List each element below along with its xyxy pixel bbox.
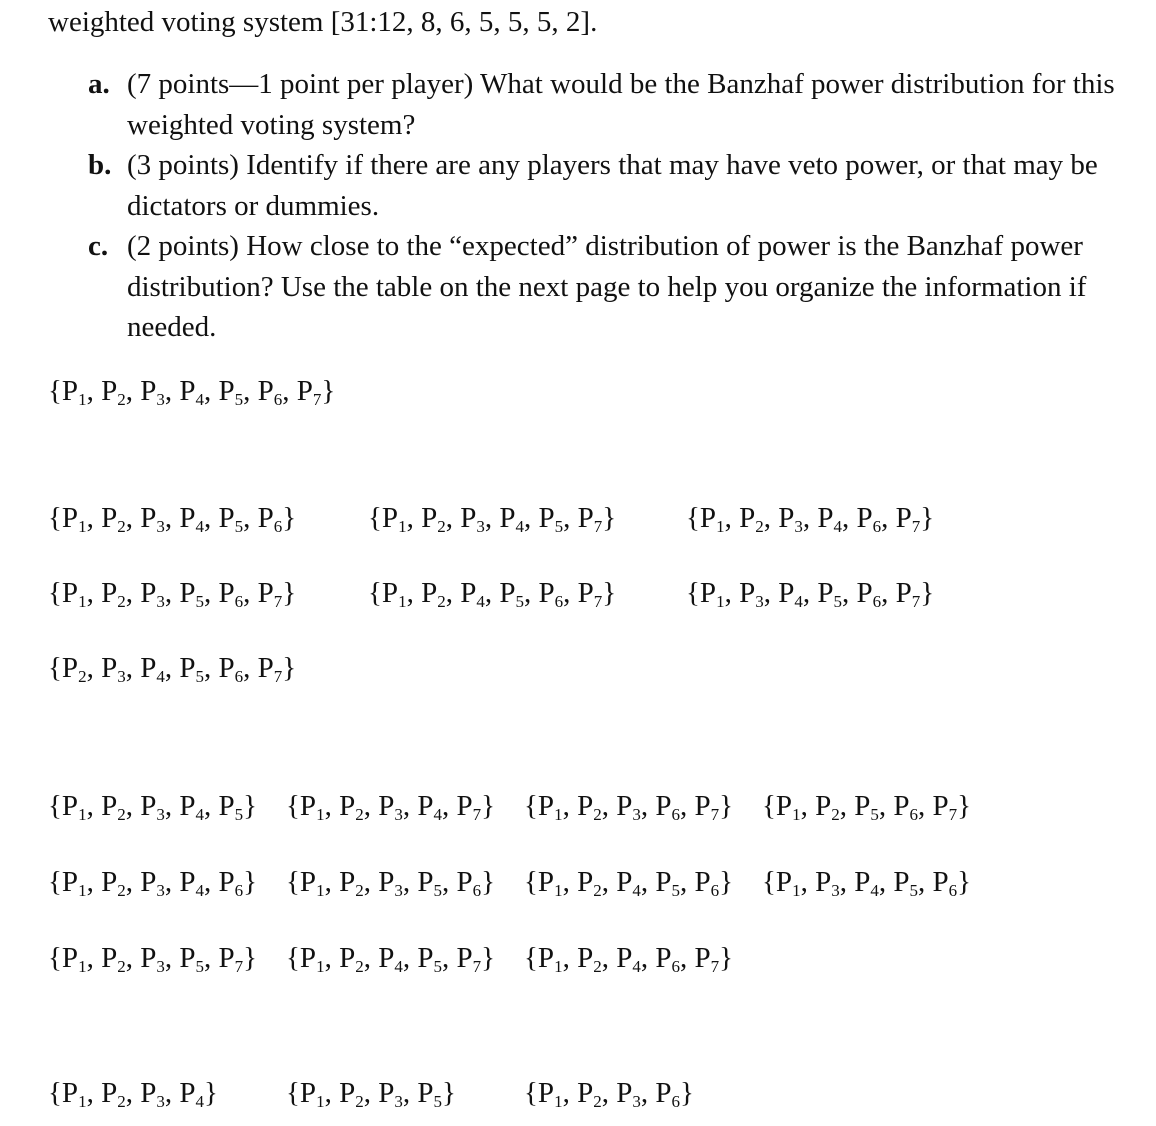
coalition-set: {$P_1$, $P_2$, $P_5$, $P_6$, $P_7$} [762, 790, 972, 824]
player-symbol: $P_6$ [218, 652, 244, 686]
player-index: 5 [433, 1092, 442, 1111]
player-symbol: $P_4$ [817, 502, 842, 536]
player-index: 1 [398, 592, 407, 611]
player-symbol: $P_2$ [815, 790, 840, 824]
player-symbol: $P_1$ [61, 375, 87, 409]
question-a-label: a. [88, 68, 110, 100]
player-symbol: $P_6$ [856, 502, 882, 536]
player-index: 4 [476, 592, 485, 611]
intro-line: weighted voting system [31:12, 8, 6, 5, 5, 5, 2]. [48, 6, 598, 38]
player-index: 2 [593, 1092, 602, 1111]
player-index: 7 [312, 390, 322, 409]
player-index: 1 [78, 390, 87, 409]
player-symbol: $P_5$ [179, 942, 204, 976]
player-symbol: $P_5$ [218, 502, 244, 536]
player-symbol: $P_5$ [893, 866, 918, 900]
question-c [88, 226, 1128, 348]
player-symbol: $P_5$ [179, 577, 204, 611]
coalition-set: {$P_1$, $P_2$, $P_3$, $P_4$} [48, 1077, 218, 1111]
player-symbol: $P_3$ [378, 1077, 403, 1111]
player-symbol: $P_5$ [417, 1077, 442, 1111]
player-index: 5 [833, 592, 842, 611]
player-symbol: $P_1$ [299, 942, 325, 976]
player-symbol: $P_4$ [854, 866, 879, 900]
player-index: 2 [355, 805, 364, 824]
player-symbol: $P_2$ [101, 375, 126, 409]
player-index: 2 [593, 957, 602, 976]
coalition-set: {$P_1$, $P_2$, $P_3$, $P_5$} [286, 1077, 456, 1111]
player-index: 3 [156, 390, 165, 409]
player-index: 6 [554, 592, 564, 611]
player-symbol: $P_3$ [739, 577, 764, 611]
player-symbol: $P_5$ [417, 942, 442, 976]
player-symbol: $P_5$ [655, 866, 680, 900]
player-index: 1 [554, 881, 563, 900]
player-symbol: $P_1$ [381, 502, 407, 536]
coalition-set: {$P_1$, $P_3$, $P_4$, $P_5$, $P_6$} [762, 866, 972, 900]
player-symbol: $P_3$ [140, 375, 165, 409]
player-index: 6 [234, 667, 244, 686]
coalition-set: {$P_1$, $P_2$, $P_3$, $P_6$} [524, 1077, 694, 1111]
coalition-set: {$P_1$, $P_2$, $P_3$, $P_4$, $P_6$} [48, 866, 258, 900]
player-index: 5 [554, 517, 564, 536]
player-index: 2 [355, 881, 364, 900]
player-symbol: $P_5$ [179, 652, 204, 686]
player-index: 3 [117, 667, 126, 686]
player-index: 2 [117, 592, 126, 611]
player-index: 1 [78, 805, 87, 824]
player-index: 6 [948, 881, 958, 900]
player-index: 1 [716, 517, 725, 536]
player-index: 3 [156, 592, 165, 611]
coalition-set: {$P_1$, $P_3$, $P_4$, $P_5$, $P_6$, $P_7$} [686, 577, 935, 611]
player-index: 2 [117, 517, 126, 536]
player-index: 5 [234, 390, 244, 409]
player-symbol: $P_4$ [140, 652, 165, 686]
coalition-set: {$P_1$, $P_2$, $P_4$, $P_5$, $P_6$} [524, 866, 734, 900]
player-index: 6 [909, 805, 918, 824]
player-index: 1 [316, 881, 325, 900]
question-b-text: (3 points) Identify if there are any players that may have veto power, or that may be dictators or dummies. [127, 149, 1098, 222]
player-symbol: $P_1$ [61, 866, 87, 900]
player-index: 2 [117, 390, 126, 409]
player-index: 4 [833, 517, 842, 536]
question-b-label: b. [88, 149, 112, 181]
player-symbol: $P_2$ [577, 1077, 602, 1111]
player-index: 5 [433, 957, 442, 976]
player-index: 1 [316, 1092, 325, 1111]
player-index: 5 [433, 881, 442, 900]
player-symbol: $P_7$ [895, 577, 921, 611]
player-index: 7 [273, 592, 283, 611]
player-symbol: $P_3$ [140, 502, 165, 536]
player-index: 6 [671, 957, 680, 976]
player-symbol: $P_7$ [456, 942, 482, 976]
player-index: 4 [195, 881, 204, 900]
player-symbol: $P_1$ [381, 577, 407, 611]
player-symbol: $P_7$ [577, 577, 603, 611]
player-symbol: $P_6$ [655, 1077, 680, 1111]
player-index: 4 [156, 667, 165, 686]
player-symbol: $P_2$ [421, 502, 446, 536]
player-symbol: $P_1$ [537, 790, 563, 824]
coalition-set: {$P_1$, $P_2$, $P_3$, $P_4$, $P_7$} [286, 790, 496, 824]
player-index: 1 [78, 881, 87, 900]
player-index: 5 [195, 667, 204, 686]
player-index: 2 [117, 805, 126, 824]
player-index: 1 [716, 592, 725, 611]
player-index: 6 [872, 592, 882, 611]
player-symbol: $P_1$ [775, 866, 801, 900]
question-a-text: (7 points—1 point per player) What would be the Banzhaf power distribution for this weighted voting system? [127, 68, 1115, 141]
player-index: 5 [195, 592, 204, 611]
player-index: 7 [593, 517, 603, 536]
coalition-set: {$P_1$, $P_2$, $P_4$, $P_5$, $P_7$} [286, 942, 496, 976]
question-a [88, 64, 1128, 145]
player-symbol: $P_3$ [616, 1077, 641, 1111]
player-symbol: $P_7$ [577, 502, 603, 536]
player-symbol: $P_4$ [179, 1077, 204, 1111]
player-symbol: $P_3$ [140, 1077, 165, 1111]
player-index: 6 [472, 881, 482, 900]
player-index: 5 [234, 517, 244, 536]
player-index: 1 [78, 592, 87, 611]
player-index: 4 [195, 390, 204, 409]
player-symbol: $P_2$ [577, 942, 602, 976]
player-symbol: $P_7$ [218, 942, 244, 976]
player-index: 7 [911, 517, 921, 536]
player-index: 2 [117, 1092, 126, 1111]
player-index: 3 [476, 517, 485, 536]
player-symbol: $P_6$ [932, 866, 958, 900]
player-index: 7 [234, 957, 244, 976]
player-symbol: $P_3$ [140, 577, 165, 611]
player-symbol: $P_6$ [856, 577, 882, 611]
player-index: 2 [755, 517, 764, 536]
player-symbol: $P_1$ [775, 790, 801, 824]
player-index: 2 [117, 881, 126, 900]
coalition-set: {$P_1$, $P_2$, $P_4$, $P_6$, $P_7$} [524, 942, 734, 976]
player-symbol: $P_6$ [893, 790, 918, 824]
player-index: 4 [632, 957, 641, 976]
player-symbol: $P_2$ [101, 502, 126, 536]
player-symbol: $P_4$ [417, 790, 442, 824]
player-index: 3 [156, 957, 165, 976]
player-index: 6 [273, 517, 283, 536]
player-symbol: $P_6$ [655, 790, 680, 824]
player-index: 7 [273, 667, 283, 686]
player-index: 1 [554, 805, 563, 824]
coalition-set: {$P_1$, $P_2$, $P_3$, $P_4$, $P_5$} [48, 790, 258, 824]
player-index: 3 [632, 1092, 641, 1111]
player-index: 7 [911, 592, 921, 611]
player-symbol: $P_5$ [499, 577, 524, 611]
player-index: 3 [394, 1092, 403, 1111]
player-symbol: $P_4$ [378, 942, 403, 976]
player-symbol: $P_2$ [101, 577, 126, 611]
player-symbol: $P_6$ [655, 942, 680, 976]
player-index: 1 [792, 881, 801, 900]
player-symbol: $P_3$ [815, 866, 840, 900]
player-symbol: $P_2$ [421, 577, 446, 611]
player-index: 6 [234, 592, 244, 611]
player-symbol: $P_1$ [61, 942, 87, 976]
player-symbol: $P_5$ [417, 866, 442, 900]
player-index: 4 [195, 1092, 204, 1111]
player-index: 1 [78, 957, 87, 976]
player-symbol: $P_2$ [577, 866, 602, 900]
player-symbol: $P_4$ [179, 502, 204, 536]
player-index: 2 [593, 881, 602, 900]
player-symbol: $P_4$ [499, 502, 524, 536]
player-index: 1 [792, 805, 801, 824]
player-index: 4 [394, 957, 403, 976]
player-symbol: $P_1$ [537, 1077, 563, 1111]
player-index: 6 [234, 881, 244, 900]
player-symbol: $P_4$ [179, 375, 204, 409]
player-symbol: $P_1$ [61, 790, 87, 824]
player-index: 3 [156, 1092, 165, 1111]
player-index: 2 [593, 805, 602, 824]
coalition-set: {$P_1$, $P_2$, $P_3$, $P_4$, $P_5$, $P_6$, $P_7$} [48, 375, 336, 409]
player-index: 4 [794, 592, 803, 611]
question-c-text: (2 points) How close to the “expected” distribution of power is the Banzhaf power distribution? Use the table on the next page to help you organize the information if needed. [127, 230, 1087, 343]
player-symbol: $P_2$ [339, 1077, 364, 1111]
player-symbol: $P_6$ [538, 577, 564, 611]
player-index: 7 [472, 805, 482, 824]
coalition-set: {$P_1$, $P_2$, $P_3$, $P_4$, $P_5$, $P_7$} [368, 502, 617, 536]
player-symbol: $P_2$ [739, 502, 764, 536]
player-index: 3 [156, 517, 165, 536]
player-symbol: $P_2$ [101, 942, 126, 976]
player-index: 5 [671, 881, 680, 900]
player-index: 6 [273, 390, 283, 409]
player-index: 4 [515, 517, 524, 536]
player-symbol: $P_1$ [61, 577, 87, 611]
player-index: 7 [710, 805, 720, 824]
player-symbol: $P_1$ [61, 502, 87, 536]
player-index: 7 [593, 592, 603, 611]
player-index: 1 [398, 517, 407, 536]
player-symbol: $P_7$ [694, 942, 720, 976]
player-index: 1 [78, 1092, 87, 1111]
player-index: 7 [948, 805, 958, 824]
player-index: 7 [710, 957, 720, 976]
player-symbol: $P_6$ [218, 577, 244, 611]
player-symbol: $P_7$ [456, 790, 482, 824]
player-symbol: $P_4$ [179, 790, 204, 824]
player-symbol: $P_3$ [616, 790, 641, 824]
player-index: 2 [78, 667, 87, 686]
player-symbol: $P_5$ [854, 790, 879, 824]
player-index: 3 [794, 517, 803, 536]
player-symbol: $P_7$ [932, 790, 958, 824]
player-index: 2 [355, 1092, 364, 1111]
player-index: 2 [831, 805, 840, 824]
player-symbol: $P_1$ [537, 866, 563, 900]
player-symbol: $P_3$ [378, 790, 403, 824]
player-symbol: $P_7$ [895, 502, 921, 536]
player-symbol: $P_2$ [339, 942, 364, 976]
player-symbol: $P_2$ [101, 1077, 126, 1111]
player-symbol: $P_4$ [778, 577, 803, 611]
player-symbol: $P_6$ [456, 866, 482, 900]
player-symbol: $P_3$ [140, 866, 165, 900]
coalition-set: {$P_1$, $P_2$, $P_3$, $P_5$, $P_7$} [48, 942, 258, 976]
coalition-set: {$P_1$, $P_2$, $P_3$, $P_5$, $P_6$} [286, 866, 496, 900]
player-index: 3 [394, 805, 403, 824]
player-symbol: $P_1$ [699, 577, 725, 611]
player-index: 4 [195, 805, 204, 824]
player-index: 5 [909, 881, 918, 900]
player-symbol: $P_1$ [699, 502, 725, 536]
player-index: 7 [472, 957, 482, 976]
player-index: 1 [316, 957, 325, 976]
player-index: 4 [195, 517, 204, 536]
question-c-label: c. [88, 230, 109, 262]
player-index: 4 [632, 881, 641, 900]
player-symbol: $P_4$ [616, 942, 641, 976]
coalition-set: {$P_2$, $P_3$, $P_4$, $P_5$, $P_6$, $P_7$} [48, 652, 297, 686]
player-symbol: $P_1$ [299, 866, 325, 900]
player-index: 3 [394, 881, 403, 900]
player-index: 6 [671, 805, 680, 824]
coalition-set: {$P_1$, $P_2$, $P_3$, $P_5$, $P_6$, $P_7$} [48, 577, 297, 611]
player-symbol: $P_6$ [218, 866, 244, 900]
coalition-set: {$P_1$, $P_2$, $P_4$, $P_5$, $P_6$, $P_7$} [368, 577, 617, 611]
player-symbol: $P_6$ [694, 866, 720, 900]
player-symbol: $P_2$ [101, 866, 126, 900]
player-symbol: $P_3$ [778, 502, 803, 536]
player-symbol: $P_1$ [299, 1077, 325, 1111]
player-index: 1 [554, 957, 563, 976]
player-symbol: $P_1$ [537, 942, 563, 976]
player-symbol: $P_7$ [296, 375, 322, 409]
player-symbol: $P_7$ [694, 790, 720, 824]
player-index: 2 [117, 957, 126, 976]
player-index: 2 [437, 517, 446, 536]
player-index: 3 [755, 592, 764, 611]
question-b [88, 145, 1128, 226]
player-symbol: $P_5$ [218, 790, 244, 824]
player-symbol: $P_5$ [218, 375, 244, 409]
player-symbol: $P_5$ [538, 502, 564, 536]
player-index: 2 [355, 957, 364, 976]
player-index: 6 [872, 517, 882, 536]
player-symbol: $P_2$ [339, 790, 364, 824]
coalition-set: {$P_1$, $P_2$, $P_3$, $P_4$, $P_5$, $P_6$} [48, 502, 297, 536]
player-symbol: $P_2$ [339, 866, 364, 900]
player-symbol: $P_2$ [61, 652, 87, 686]
player-symbol: $P_1$ [61, 1077, 87, 1111]
player-symbol: $P_4$ [616, 866, 641, 900]
question-list [88, 64, 1128, 348]
player-symbol: $P_3$ [140, 790, 165, 824]
player-symbol: $P_3$ [460, 502, 485, 536]
player-index: 1 [316, 805, 325, 824]
player-index: 1 [78, 517, 87, 536]
player-symbol: $P_6$ [257, 502, 283, 536]
player-index: 3 [831, 881, 840, 900]
player-index: 2 [437, 592, 446, 611]
player-index: 3 [632, 805, 641, 824]
player-symbol: $P_6$ [257, 375, 283, 409]
player-symbol: $P_4$ [460, 577, 485, 611]
player-index: 3 [156, 881, 165, 900]
player-index: 6 [710, 881, 720, 900]
player-symbol: $P_1$ [299, 790, 325, 824]
player-index: 5 [234, 805, 244, 824]
coalition-set: {$P_1$, $P_2$, $P_3$, $P_6$, $P_7$} [524, 790, 734, 824]
player-symbol: $P_2$ [101, 790, 126, 824]
player-symbol: $P_5$ [817, 577, 842, 611]
coalition-set: {$P_1$, $P_2$, $P_3$, $P_4$, $P_6$, $P_7$} [686, 502, 935, 536]
player-index: 3 [156, 805, 165, 824]
player-symbol: $P_7$ [257, 652, 283, 686]
player-symbol: $P_7$ [257, 577, 283, 611]
player-symbol: $P_3$ [378, 866, 403, 900]
player-symbol: $P_3$ [101, 652, 126, 686]
player-index: 5 [515, 592, 524, 611]
player-index: 5 [195, 957, 204, 976]
player-symbol: $P_2$ [577, 790, 602, 824]
player-index: 1 [554, 1092, 563, 1111]
player-symbol: $P_3$ [140, 942, 165, 976]
player-index: 5 [870, 805, 879, 824]
player-index: 4 [433, 805, 442, 824]
player-index: 4 [870, 881, 879, 900]
player-index: 6 [671, 1092, 680, 1111]
player-symbol: $P_4$ [179, 866, 204, 900]
